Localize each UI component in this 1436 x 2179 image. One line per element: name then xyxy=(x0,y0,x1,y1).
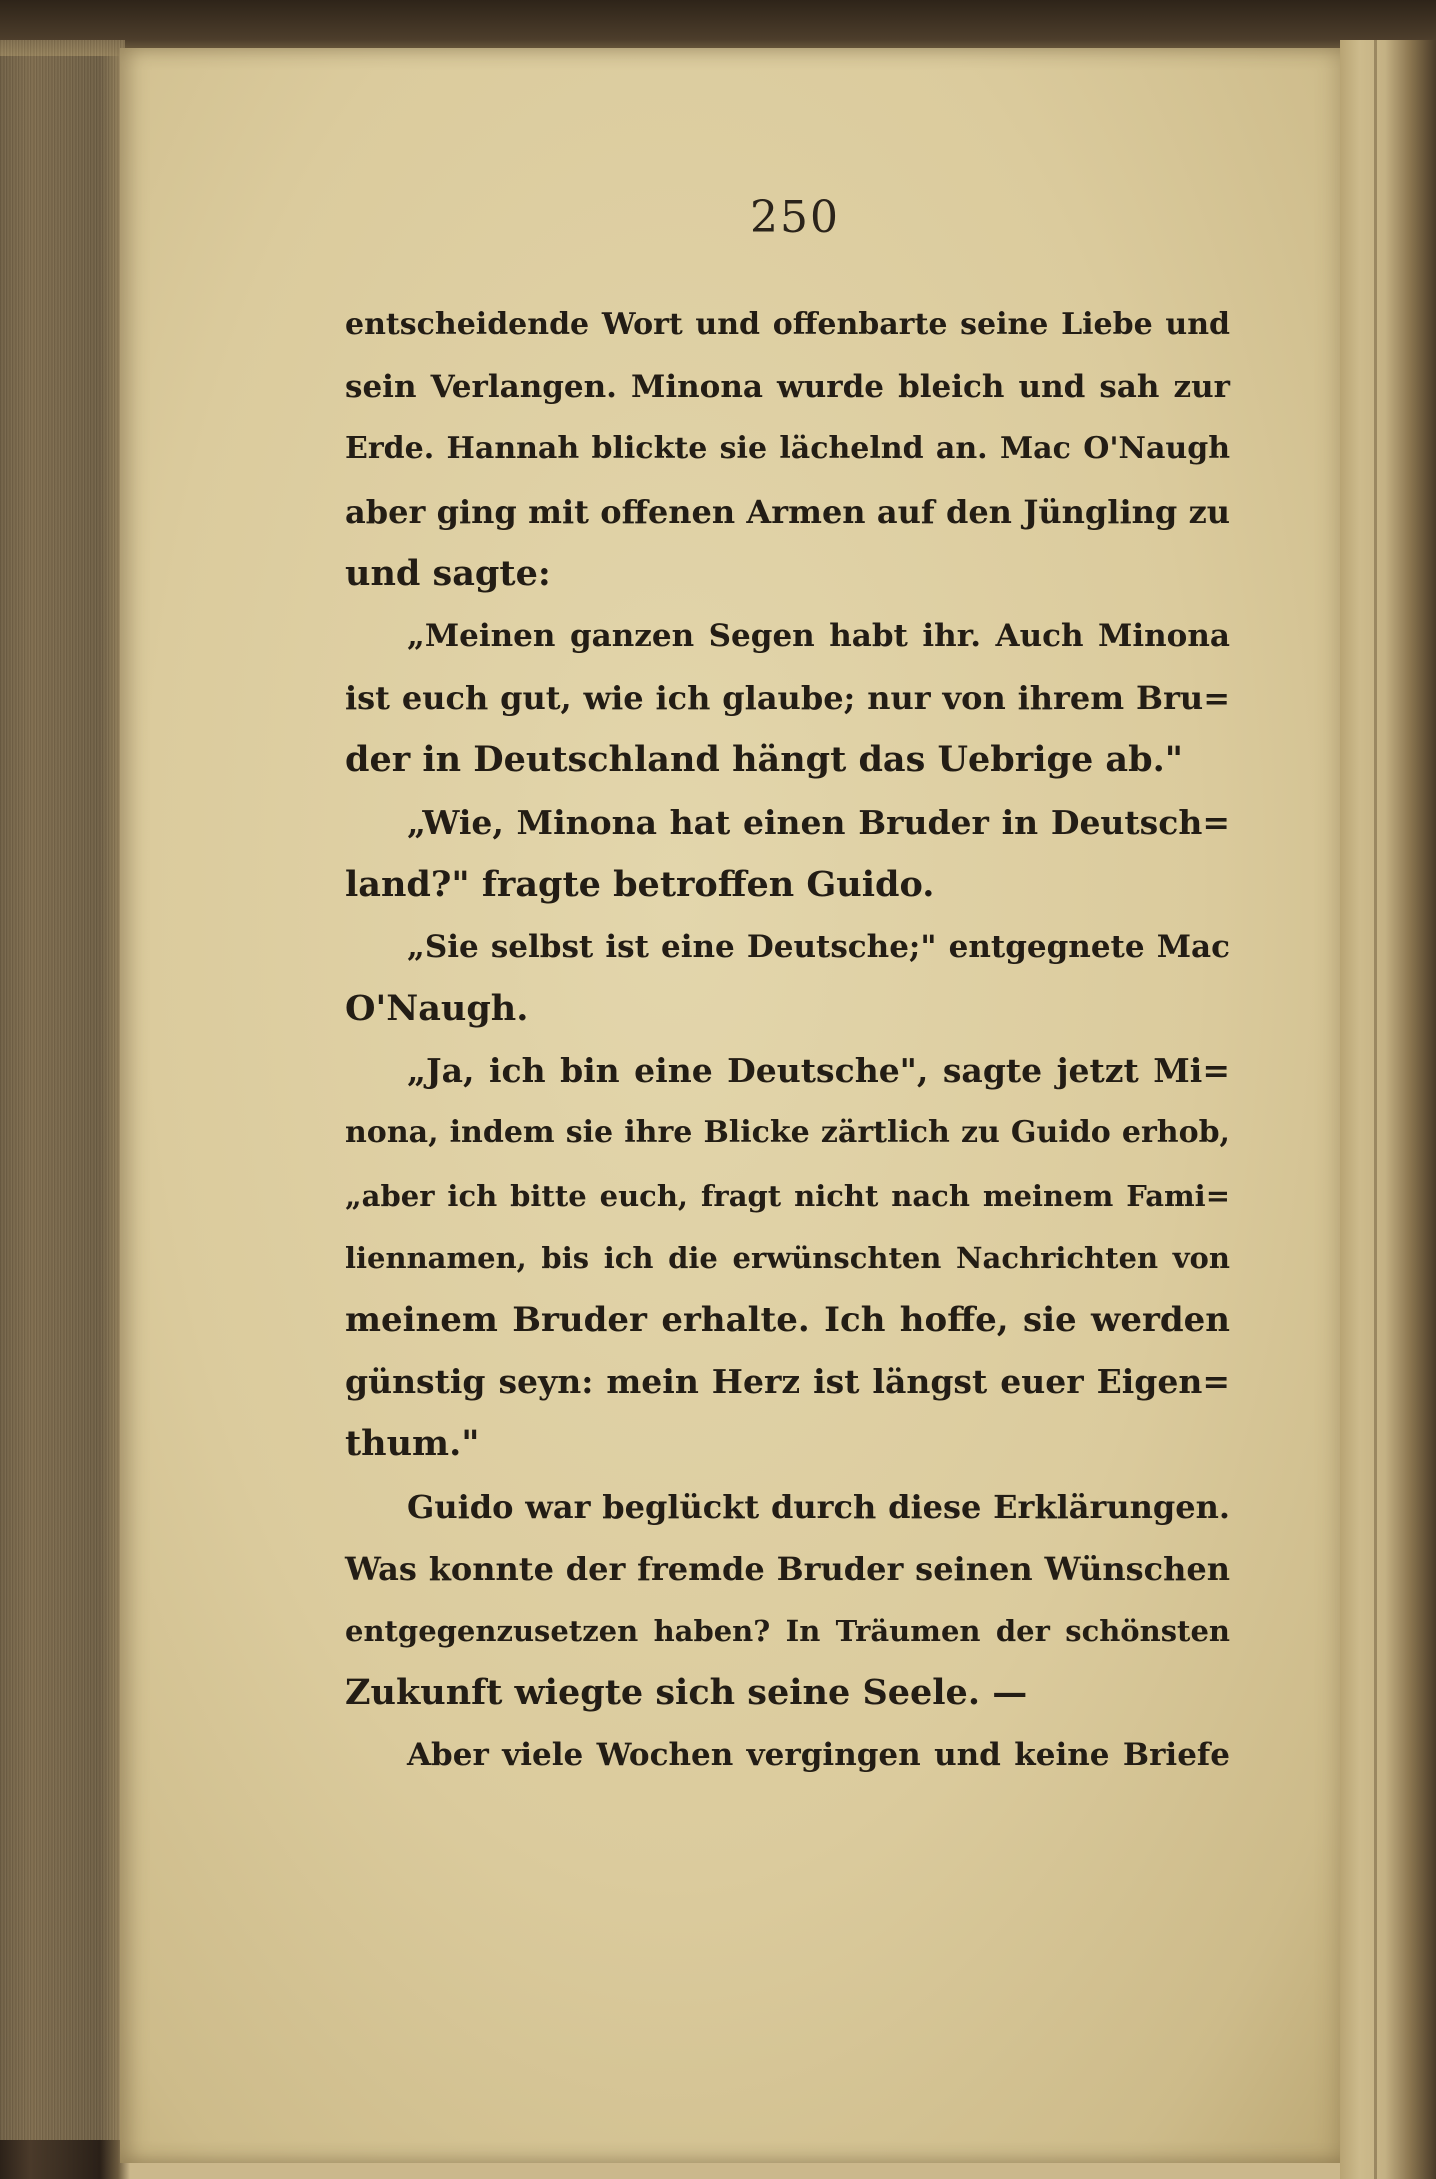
text-line: „aber ich bitte euch, fragt nicht nach meinem Fami= xyxy=(345,1178,1230,1213)
text-line: und sagte: xyxy=(345,552,551,594)
text-line: land?" fragte betroffen Guido. xyxy=(345,863,935,905)
text-line: der in Deutschland hängt das Uebrige ab." xyxy=(345,739,1184,781)
text-line: thum." xyxy=(345,1423,480,1465)
page-number: 250 xyxy=(750,192,840,243)
page-fold xyxy=(1374,40,1377,2179)
text-line: Erde. Hannah blickte sie lächelnd an. Mac O'Naugh xyxy=(345,431,1230,467)
text-line: Zukunft wiegte sich seine Seele. — xyxy=(345,1672,1028,1714)
text-line: Was konnte der fremde Bruder seinen Wünschen xyxy=(345,1549,1230,1588)
text-line: „Meinen ganzen Segen habt ihr. Auch Minona xyxy=(407,617,1230,654)
text-line: O'Naugh. xyxy=(345,988,529,1030)
page-edges-left xyxy=(0,40,125,2140)
text-line: entscheidende Wort und offenbarte seine Liebe und xyxy=(345,307,1230,342)
text-line: nona, indem sie ihre Blicke zärtlich zu Guido erhob, xyxy=(345,1115,1230,1151)
text-line: „Sie selbst ist eine Deutsche;" entgegnete Mac xyxy=(407,928,1230,965)
text-line: meinem Bruder erhalte. Ich hoffe, sie werden xyxy=(345,1300,1230,1340)
text-line: aber ging mit offenen Armen auf den Jüngling zu xyxy=(345,492,1230,531)
text-line: Guido war beglückt durch diese Erklärungen. xyxy=(407,1487,1230,1526)
text-line: Aber viele Wochen vergingen und keine Briefe xyxy=(407,1737,1230,1774)
text-line: liennamen, bis ich die erwünschten Nachrichten von xyxy=(345,1240,1230,1275)
text-line: ist euch gut, wie ich glaube; nur von ihrem Bru= xyxy=(345,679,1230,718)
text-line: „Wie, Minona hat einen Bruder in Deutsch= xyxy=(407,802,1230,842)
facing-page-edge xyxy=(1340,40,1436,2179)
text-line: „Ja, ich bin eine Deutsche", sagte jetzt Mi= xyxy=(407,1051,1230,1091)
page-text xyxy=(345,294,1230,1787)
text-line: günstig seyn: mein Herz ist längst euer Eigen= xyxy=(345,1362,1230,1402)
text-line: sein Verlangen. Minona wurde bleich und sah zur xyxy=(345,369,1230,406)
text-line: entgegenzusetzen haben? In Träumen der schönsten xyxy=(345,1613,1230,1648)
